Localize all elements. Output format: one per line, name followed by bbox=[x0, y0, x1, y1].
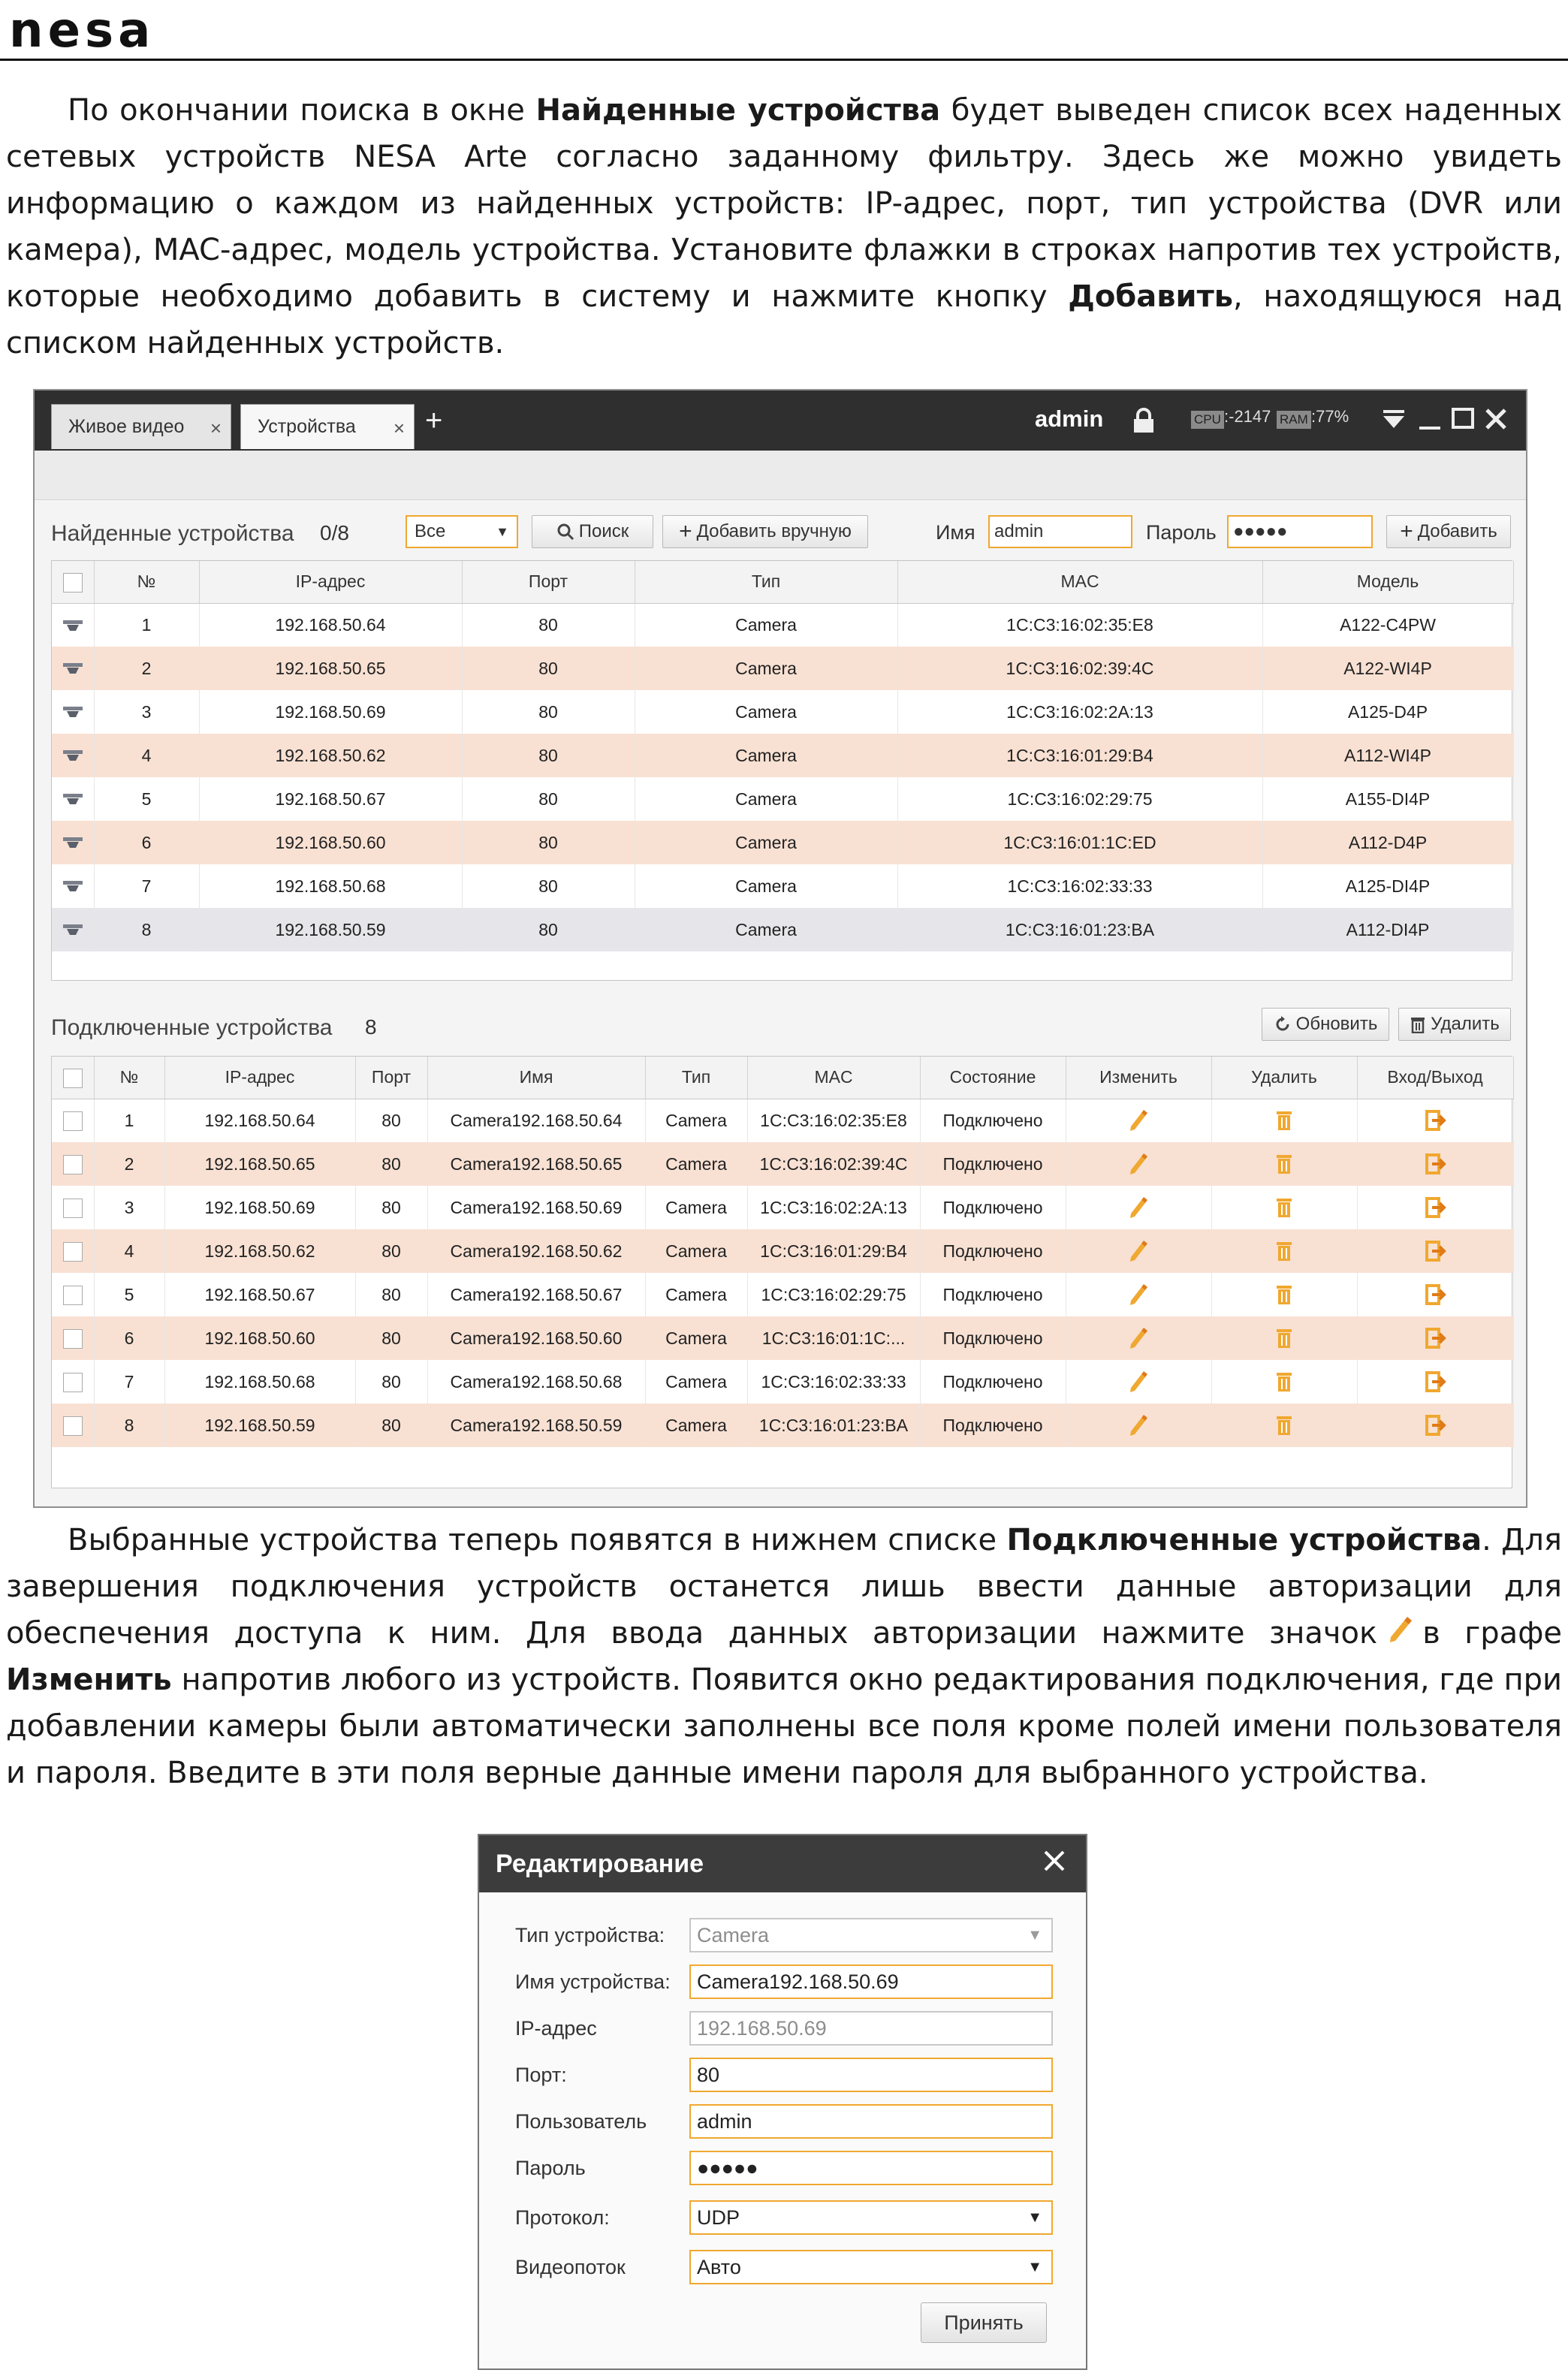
tab-close-icon[interactable]: × bbox=[210, 417, 222, 439]
edit-pencil-icon[interactable] bbox=[1066, 1316, 1211, 1360]
delete-trash-icon[interactable] bbox=[1211, 1099, 1357, 1142]
ip-cell: 192.168.50.67 bbox=[164, 1273, 355, 1316]
column-header[interactable]: Вход/Выход bbox=[1357, 1057, 1513, 1099]
row-number: 4 bbox=[94, 1229, 164, 1273]
camera-icon bbox=[52, 734, 94, 777]
port-cell: 80 bbox=[355, 1404, 427, 1447]
login-logout-icon[interactable] bbox=[1357, 1273, 1513, 1316]
row-number: 5 bbox=[94, 1273, 164, 1316]
type-cell: Camera bbox=[645, 1404, 747, 1447]
state-cell: Подключено bbox=[920, 1360, 1066, 1404]
model-cell: A112-WI4P bbox=[1262, 734, 1513, 777]
pencil-icon bbox=[1385, 1615, 1415, 1645]
table-row[interactable] bbox=[52, 777, 1513, 821]
menu-dropdown-icon[interactable] bbox=[1379, 404, 1409, 434]
name-cell: Camera192.168.50.68 bbox=[427, 1360, 645, 1404]
plus-icon: + bbox=[1400, 519, 1413, 544]
password-label: Пароль bbox=[1146, 521, 1217, 544]
select-all-checkbox[interactable] bbox=[52, 1057, 94, 1099]
chevron-down-icon: ▼ bbox=[1027, 2259, 1042, 2275]
row-number: 3 bbox=[94, 1186, 164, 1229]
type-cell: Camera bbox=[635, 603, 897, 647]
port-cell: 80 bbox=[355, 1316, 427, 1360]
state-cell: Подключено bbox=[920, 1186, 1066, 1229]
name-cell: Camera192.168.50.59 bbox=[427, 1404, 645, 1447]
edit-pencil-icon[interactable] bbox=[1066, 1273, 1211, 1316]
delete-trash-icon[interactable] bbox=[1211, 1229, 1357, 1273]
port-cell: 80 bbox=[462, 690, 635, 734]
device-name-input[interactable]: Camera192.168.50.69 bbox=[689, 1964, 1053, 1999]
protocol-label: Протокол: bbox=[515, 2206, 610, 2229]
connected-devices-count: 8 bbox=[365, 1015, 377, 1039]
port-cell: 80 bbox=[462, 821, 635, 864]
ip-address-label: IP-адрес bbox=[515, 2017, 597, 2040]
found-devices-title: Найденные устройства bbox=[51, 521, 294, 546]
table-row[interactable] bbox=[52, 864, 1513, 908]
app-window bbox=[33, 389, 1527, 1508]
mac-cell: 1C:C3:16:02:29:75 bbox=[897, 777, 1262, 821]
type-cell: Camera bbox=[635, 777, 897, 821]
mac-cell: 1C:C3:16:02:2A:13 bbox=[747, 1186, 920, 1229]
name-cell: Camera192.168.50.69 bbox=[427, 1186, 645, 1229]
tab-live-video[interactable]: Живое видео × bbox=[51, 404, 231, 449]
camera-icon bbox=[52, 821, 94, 864]
connected-devices-table bbox=[51, 1056, 1512, 1488]
column-header[interactable]: Порт bbox=[355, 1057, 427, 1099]
ram-badge: RAM bbox=[1277, 411, 1311, 429]
port-cell: 80 bbox=[462, 908, 635, 951]
video-stream-label: Видеопоток bbox=[515, 2256, 626, 2278]
ip-cell: 192.168.50.68 bbox=[199, 864, 462, 908]
port-cell: 80 bbox=[462, 647, 635, 690]
protocol-select[interactable]: UDP ▼ bbox=[689, 2200, 1053, 2235]
tab-devices[interactable]: Устройства × bbox=[240, 404, 415, 449]
table-row[interactable] bbox=[52, 603, 1513, 647]
cpu-value: :-2147 bbox=[1224, 407, 1271, 426]
search-button[interactable]: Поиск bbox=[532, 515, 653, 548]
ip-cell: 192.168.50.65 bbox=[199, 647, 462, 690]
row-number: 7 bbox=[94, 1360, 164, 1404]
current-user: admin bbox=[1035, 406, 1104, 432]
mac-cell: 1C:C3:16:01:23:BA bbox=[897, 908, 1262, 951]
mac-cell: 1C:C3:16:01:1C:ED bbox=[897, 821, 1262, 864]
lock-icon[interactable] bbox=[1131, 407, 1156, 434]
edit-pencil-icon[interactable] bbox=[1066, 1229, 1211, 1273]
table-row[interactable] bbox=[52, 1142, 1513, 1186]
column-header[interactable]: № bbox=[94, 1057, 164, 1099]
state-cell: Подключено bbox=[920, 1404, 1066, 1447]
plus-icon: + bbox=[679, 519, 692, 544]
user-input[interactable]: admin bbox=[689, 2104, 1053, 2139]
type-cell: Camera bbox=[645, 1316, 747, 1360]
found-devices-count: 0/8 bbox=[320, 521, 349, 544]
login-logout-icon[interactable] bbox=[1357, 1229, 1513, 1273]
mac-cell: 1C:C3:16:01:29:B4 bbox=[897, 734, 1262, 777]
port-label: Порт: bbox=[515, 2064, 567, 2086]
mac-cell: 1C:C3:16:01:23:BA bbox=[747, 1404, 920, 1447]
login-logout-icon[interactable] bbox=[1357, 1316, 1513, 1360]
column-header[interactable]: Имя bbox=[427, 1057, 645, 1099]
delete-trash-icon[interactable] bbox=[1211, 1142, 1357, 1186]
type-cell: Camera bbox=[635, 864, 897, 908]
state-cell: Подключено bbox=[920, 1273, 1066, 1316]
close-icon[interactable] bbox=[1039, 1846, 1069, 1876]
name-cell: Camera192.168.50.62 bbox=[427, 1229, 645, 1273]
row-checkbox[interactable] bbox=[52, 1316, 94, 1360]
model-cell: A125-DI4P bbox=[1262, 864, 1513, 908]
mac-cell: 1C:C3:16:01:29:B4 bbox=[747, 1229, 920, 1273]
delete-trash-icon[interactable] bbox=[1211, 1186, 1357, 1229]
port-cell: 80 bbox=[355, 1099, 427, 1142]
state-cell: Подключено bbox=[920, 1229, 1066, 1273]
maximize-icon[interactable] bbox=[1448, 404, 1478, 434]
login-logout-icon[interactable] bbox=[1357, 1360, 1513, 1404]
name-cell: Camera192.168.50.67 bbox=[427, 1273, 645, 1316]
type-cell: Camera bbox=[645, 1099, 747, 1142]
port-cell: 80 bbox=[462, 777, 635, 821]
type-cell: Camera bbox=[635, 821, 897, 864]
camera-icon bbox=[52, 864, 94, 908]
row-checkbox[interactable] bbox=[52, 1099, 94, 1142]
mac-cell: 1C:C3:16:02:39:4C bbox=[747, 1142, 920, 1186]
type-cell: Camera bbox=[635, 690, 897, 734]
type-cell: Camera bbox=[635, 734, 897, 777]
dialog-title: Редактирование bbox=[479, 1835, 1086, 1892]
cpu-badge: CPU bbox=[1191, 411, 1224, 429]
ip-cell: 192.168.50.59 bbox=[199, 908, 462, 951]
mac-cell: 1C:C3:16:02:33:33 bbox=[747, 1360, 920, 1404]
column-header[interactable]: Тип bbox=[635, 561, 897, 603]
ip-address-input[interactable]: 192.168.50.69 bbox=[689, 2011, 1053, 2046]
row-number: 1 bbox=[94, 603, 199, 647]
table-header bbox=[52, 1057, 1513, 1099]
ip-cell: 192.168.50.68 bbox=[164, 1360, 355, 1404]
brand-logo: nesa bbox=[9, 3, 155, 59]
accept-button[interactable]: Принять bbox=[921, 2302, 1047, 2343]
user-label: Пользователь bbox=[515, 2110, 647, 2133]
column-header[interactable]: Порт bbox=[462, 561, 635, 603]
password-input[interactable]: ●●●●● bbox=[1227, 515, 1373, 548]
table-row[interactable] bbox=[52, 1273, 1513, 1316]
ip-cell: 192.168.50.64 bbox=[199, 603, 462, 647]
delete-button[interactable]: Удалить bbox=[1398, 1008, 1511, 1041]
column-header[interactable]: IP-адрес bbox=[199, 561, 462, 603]
edit-pencil-icon[interactable] bbox=[1066, 1142, 1211, 1186]
model-cell: A112-DI4P bbox=[1262, 908, 1513, 951]
title-bar bbox=[35, 390, 1526, 451]
delete-trash-icon[interactable] bbox=[1211, 1360, 1357, 1404]
model-cell: A122-C4PW bbox=[1262, 603, 1513, 647]
port-cell: 80 bbox=[462, 864, 635, 908]
type-cell: Camera bbox=[645, 1229, 747, 1273]
row-number: 6 bbox=[94, 821, 199, 864]
ram-value: :77% bbox=[1311, 407, 1349, 426]
intro-paragraph: По окончании поиска в окне Найденные устройства будет выведен список всех наденных сетевых устройств NESA Arte согласно заданному фильтру. Здесь же можно увидеть информацию о каждом из найденных устройств: IP-адрес, порт, тип устройства (DVR или камера), MAC-адрес, модель устройства. Установите флажки в строках напротив тех устройств, которые необходимо добавить в систему и нажмите кнопку Добавить, находящуюся над списком найденных устройств. bbox=[6, 93, 1562, 360]
row-number: 8 bbox=[94, 1404, 164, 1447]
found-devices-table bbox=[51, 560, 1512, 981]
edit-pencil-icon[interactable] bbox=[1066, 1404, 1211, 1447]
toolbar-strip bbox=[35, 451, 1526, 500]
video-stream-select[interactable]: Авто ▼ bbox=[689, 2250, 1053, 2284]
table-row[interactable] bbox=[52, 1316, 1513, 1360]
password-input[interactable]: ●●●●● bbox=[689, 2151, 1053, 2185]
row-checkbox[interactable] bbox=[52, 1404, 94, 1447]
ip-cell: 192.168.50.69 bbox=[199, 690, 462, 734]
device-name-label: Имя устройства: bbox=[515, 1970, 671, 1993]
port-cell: 80 bbox=[462, 603, 635, 647]
refresh-button[interactable]: Обновить bbox=[1262, 1008, 1389, 1041]
login-logout-icon[interactable] bbox=[1357, 1142, 1513, 1186]
camera-icon bbox=[52, 647, 94, 690]
table-row[interactable] bbox=[52, 1229, 1513, 1273]
close-icon[interactable] bbox=[1481, 404, 1511, 434]
state-cell: Подключено bbox=[920, 1142, 1066, 1186]
state-cell: Подключено bbox=[920, 1099, 1066, 1142]
camera-icon bbox=[52, 603, 94, 647]
column-header[interactable]: Модель bbox=[1262, 561, 1513, 603]
ip-cell: 192.168.50.69 bbox=[164, 1186, 355, 1229]
port-cell: 80 bbox=[462, 734, 635, 777]
row-checkbox[interactable] bbox=[52, 1360, 94, 1404]
column-header[interactable]: Тип bbox=[645, 1057, 747, 1099]
column-header[interactable]: Изменить bbox=[1066, 1057, 1211, 1099]
ip-cell: 192.168.50.67 bbox=[199, 777, 462, 821]
row-checkbox[interactable] bbox=[52, 1229, 94, 1273]
ip-cell: 192.168.50.60 bbox=[199, 821, 462, 864]
trash-icon bbox=[1410, 1015, 1426, 1033]
row-number: 2 bbox=[94, 1142, 164, 1186]
row-checkbox[interactable] bbox=[52, 1142, 94, 1186]
mac-cell: 1C:C3:16:02:29:75 bbox=[747, 1273, 920, 1316]
filter-select[interactable]: Все ▼ bbox=[406, 515, 518, 548]
model-cell: A155-DI4P bbox=[1262, 777, 1513, 821]
mac-cell: 1C:C3:16:02:39:4C bbox=[897, 647, 1262, 690]
refresh-icon bbox=[1274, 1015, 1292, 1033]
connected-devices-title: Подключенные устройства bbox=[51, 1015, 333, 1040]
ip-cell: 192.168.50.60 bbox=[164, 1316, 355, 1360]
port-cell: 80 bbox=[355, 1229, 427, 1273]
model-cell: A122-WI4P bbox=[1262, 647, 1513, 690]
table-row[interactable] bbox=[52, 821, 1513, 864]
login-logout-icon[interactable] bbox=[1357, 1186, 1513, 1229]
edit-pencil-icon[interactable] bbox=[1066, 1099, 1211, 1142]
camera-icon bbox=[52, 690, 94, 734]
name-input[interactable]: admin bbox=[988, 515, 1132, 548]
row-number: 6 bbox=[94, 1316, 164, 1360]
chevron-down-icon: ▼ bbox=[1027, 1927, 1042, 1943]
add-button[interactable]: + Добавить bbox=[1386, 515, 1511, 548]
add-manually-button[interactable]: + Добавить вручную bbox=[662, 515, 868, 548]
delete-trash-icon[interactable] bbox=[1211, 1273, 1357, 1316]
model-cell: A125-D4P bbox=[1262, 690, 1513, 734]
minimize-icon[interactable] bbox=[1415, 404, 1445, 434]
ip-cell: 192.168.50.65 bbox=[164, 1142, 355, 1186]
device-type-label: Тип устройства: bbox=[515, 1924, 665, 1946]
table-row[interactable] bbox=[52, 1186, 1513, 1229]
row-checkbox[interactable] bbox=[52, 1186, 94, 1229]
edit-pencil-icon[interactable] bbox=[1066, 1360, 1211, 1404]
row-number: 1 bbox=[94, 1099, 164, 1142]
table-header bbox=[52, 561, 1513, 603]
chevron-down-icon: ▼ bbox=[496, 524, 509, 539]
table-row[interactable] bbox=[52, 690, 1513, 734]
login-logout-icon[interactable] bbox=[1357, 1404, 1513, 1447]
type-cell: Camera bbox=[645, 1273, 747, 1316]
tab-close-icon[interactable]: × bbox=[393, 417, 405, 439]
delete-trash-icon[interactable] bbox=[1211, 1316, 1357, 1360]
column-header[interactable]: IP-адрес bbox=[164, 1057, 355, 1099]
outro-paragraph: Выбранные устройства теперь появятся в нижнем списке Подключенные устройства. Для завершения подключения устройств останется лишь ввести данные авторизации для обеспечения доступа к ним. Для ввода данных авторизации нажмите значок в графе Изменить напротив любого из устройств. Появится окно редактирования подключения, где при добавлении камеры были автоматически заполнены все поля кроме полей имени пользователя и пароля. Введите в эти поля верные данные имени пароля для выбранного устройства. bbox=[6, 1523, 1563, 1790]
camera-icon bbox=[52, 908, 94, 951]
mac-cell: 1C:C3:16:02:2A:13 bbox=[897, 690, 1262, 734]
name-label: Имя bbox=[936, 521, 975, 544]
type-cell: Camera bbox=[635, 647, 897, 690]
mac-cell: 1C:C3:16:02:33:33 bbox=[897, 864, 1262, 908]
ip-cell: 192.168.50.64 bbox=[164, 1099, 355, 1142]
column-header[interactable]: Состояние bbox=[920, 1057, 1066, 1099]
name-cell: Camera192.168.50.64 bbox=[427, 1099, 645, 1142]
port-input[interactable]: 80 bbox=[689, 2058, 1053, 2092]
camera-icon bbox=[52, 777, 94, 821]
column-header[interactable]: № bbox=[94, 561, 199, 603]
select-all-checkbox[interactable] bbox=[52, 561, 94, 603]
type-cell: Camera bbox=[645, 1142, 747, 1186]
row-number: 2 bbox=[94, 647, 199, 690]
state-cell: Подключено bbox=[920, 1316, 1066, 1360]
name-cell: Camera192.168.50.60 bbox=[427, 1316, 645, 1360]
mac-cell: 1C:C3:16:02:35:E8 bbox=[747, 1099, 920, 1142]
chevron-down-icon: ▼ bbox=[1027, 2209, 1042, 2226]
type-cell: Camera bbox=[645, 1186, 747, 1229]
name-cell: Camera192.168.50.65 bbox=[427, 1142, 645, 1186]
column-header[interactable]: Удалить bbox=[1211, 1057, 1357, 1099]
type-cell: Camera bbox=[635, 908, 897, 951]
row-number: 5 bbox=[94, 777, 199, 821]
delete-trash-icon[interactable] bbox=[1211, 1404, 1357, 1447]
device-type-select[interactable]: Camera ▼ bbox=[689, 1918, 1053, 1952]
ip-cell: 192.168.50.62 bbox=[164, 1229, 355, 1273]
column-header[interactable]: MAC bbox=[747, 1057, 920, 1099]
edit-dialog bbox=[478, 1834, 1087, 2370]
table-row[interactable] bbox=[52, 1099, 1513, 1142]
edit-pencil-icon[interactable] bbox=[1066, 1186, 1211, 1229]
row-number: 3 bbox=[94, 690, 199, 734]
add-tab-button[interactable]: + bbox=[425, 404, 443, 437]
table-row[interactable] bbox=[52, 908, 1513, 951]
table-row[interactable] bbox=[52, 1404, 1513, 1447]
model-cell: A112-D4P bbox=[1262, 821, 1513, 864]
column-header[interactable]: MAC bbox=[897, 561, 1262, 603]
ip-cell: 192.168.50.62 bbox=[199, 734, 462, 777]
row-checkbox[interactable] bbox=[52, 1273, 94, 1316]
password-label: Пароль bbox=[515, 2157, 586, 2179]
table-row[interactable] bbox=[52, 1360, 1513, 1404]
port-cell: 80 bbox=[355, 1360, 427, 1404]
row-number: 8 bbox=[94, 908, 199, 951]
table-row[interactable] bbox=[52, 647, 1513, 690]
port-cell: 80 bbox=[355, 1273, 427, 1316]
ip-cell: 192.168.50.59 bbox=[164, 1404, 355, 1447]
mac-cell: 1C:C3:16:02:35:E8 bbox=[897, 603, 1262, 647]
row-number: 7 bbox=[94, 864, 199, 908]
port-cell: 80 bbox=[355, 1142, 427, 1186]
login-logout-icon[interactable] bbox=[1357, 1099, 1513, 1142]
row-number: 4 bbox=[94, 734, 199, 777]
search-icon bbox=[556, 523, 574, 541]
port-cell: 80 bbox=[355, 1186, 427, 1229]
header-divider bbox=[0, 59, 1568, 61]
table-row[interactable] bbox=[52, 734, 1513, 777]
mac-cell: 1C:C3:16:01:1C:... bbox=[747, 1316, 920, 1360]
type-cell: Camera bbox=[645, 1360, 747, 1404]
